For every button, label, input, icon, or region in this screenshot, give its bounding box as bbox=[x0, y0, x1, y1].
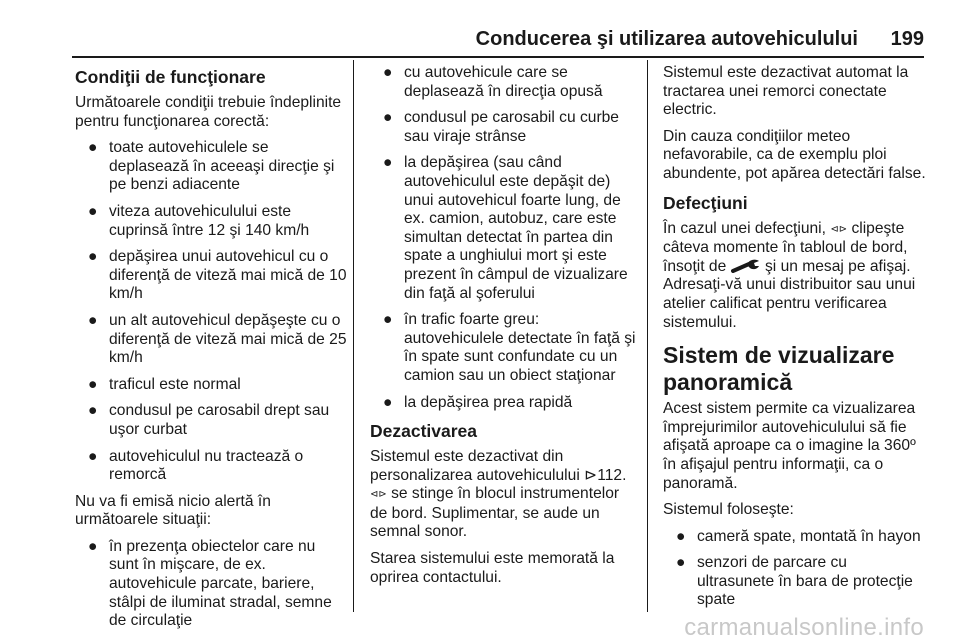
page-reference-arrow-icon: ⊳ bbox=[584, 466, 598, 484]
bullet-icon: ● bbox=[383, 109, 393, 127]
list-item: ● în trafic foarte greu: autovehiculele detectate în faţă şi în spate sunt confundate cu un camion sau un obiect staţionar bbox=[383, 311, 636, 384]
bullet-icon: ● bbox=[88, 537, 98, 555]
list-item: ● condusul pe carosabil drept sau uşor curbat bbox=[88, 402, 330, 438]
list-item: ● un alt autovehicul depăşeşte cu o diferenţă de viteză mai mică de 25 km/h bbox=[88, 311, 347, 367]
conditions-intro: Următoarele condiţii trebuie îndeplinite pentru funcţionarea corectă: bbox=[75, 94, 342, 130]
section-heading-faults: Defecţiuni bbox=[663, 192, 748, 213]
wrench-icon bbox=[731, 259, 761, 273]
page-header bbox=[72, 28, 924, 54]
list-item: ● depăşirea unui autovehicul cu o diferenţă de viteză mai mică de 10 km/h bbox=[88, 248, 347, 303]
bullet-icon: ● bbox=[383, 154, 393, 172]
list-item: ● la depăşirea (sau când autovehiculul este depăşit de) unui autovehicul foarte lung, de ex. camion, autobuz, care este simultan detectat în partea din spate a unghiului mort şi este prezent în câmpul de vizualizare din faţă al şoferului bbox=[383, 154, 628, 302]
bullet-icon: ● bbox=[88, 447, 98, 465]
section-heading-conditions: Condiţii de funcţionare bbox=[75, 67, 266, 87]
section-heading-panoramic: Sistem de vizualizare panoramică bbox=[663, 342, 895, 396]
no-alert-intro: Nu va fi emisă nicio alertă în următoarele situaţii: bbox=[75, 492, 271, 529]
conditions-list bbox=[75, 139, 347, 485]
header-rule bbox=[72, 56, 924, 58]
weather-text: Din cauza condiţiilor meteo nefavorabile, ca de exemplu ploi abundente, pot apărea detectări false. bbox=[663, 127, 926, 182]
watermark: carmanualsonline.info bbox=[684, 614, 924, 641]
deactivation-text: Sistemul este dezactivat din personalizarea autovehiculului ⊳112. ⊲⊳ se stinge în blocul instrumentelor de bord. Suplimentar, se aude un semnal sonor. bbox=[370, 448, 627, 541]
list-item: ● toate autovehiculele se deplasează în aceeaşi direcţie şi pe benzi adiacente bbox=[88, 139, 335, 194]
list-item: ● condusul pe carosabil cu curbe sau viraje strânse bbox=[383, 109, 619, 145]
list-item: ● în prezenţa obiectelor care nu sunt în mişcare, de ex. autovehicule parcate, bariere, stâlpi de iluminat stradal, semne de circulaţie bbox=[88, 537, 332, 630]
bullet-icon: ● bbox=[383, 311, 393, 329]
list-item: ● cu autovehicule care se deplasează în direcţia opusă bbox=[383, 64, 603, 100]
bullet-icon: ● bbox=[88, 375, 98, 393]
column-separator bbox=[353, 60, 354, 612]
bullet-icon: ● bbox=[88, 139, 98, 157]
uses-list bbox=[663, 528, 928, 610]
trailer-text: Sistemul este dezactivat automat la tractarea unei remorci conectate electric. bbox=[663, 64, 909, 119]
bullet-icon: ● bbox=[88, 402, 98, 420]
bullet-icon: ● bbox=[88, 248, 98, 266]
blind-spot-warning-icon: ⊲⊳ bbox=[830, 223, 848, 235]
bullet-icon: ● bbox=[676, 554, 686, 572]
bullet-icon: ● bbox=[88, 311, 98, 329]
list-item: ● cameră spate, montată în hayon bbox=[676, 527, 921, 545]
no-alert-list-continued bbox=[370, 64, 638, 412]
bullet-icon: ● bbox=[88, 202, 98, 220]
list-item: ● senzori de parcare cu ultrasunete în bara de protecţie spate bbox=[676, 554, 913, 609]
uses-intro: Sistemul foloseşte: bbox=[663, 501, 794, 519]
bullet-icon: ● bbox=[383, 393, 393, 411]
memory-text: Starea sistemului este memorată la oprirea contactului. bbox=[370, 550, 615, 586]
column-3 bbox=[663, 64, 928, 618]
page-reference-link[interactable]: 112. bbox=[597, 466, 627, 484]
header-title: Conducerea şi utilizarea autovehiculului bbox=[475, 28, 858, 50]
bullet-icon: ● bbox=[676, 527, 686, 545]
column-2 bbox=[370, 64, 638, 595]
list-item: ● autovehiculul nu tractează o remorcă bbox=[88, 447, 304, 484]
bullet-icon: ● bbox=[383, 64, 393, 81]
blind-spot-warning-icon: ⊲⊳ bbox=[370, 489, 387, 501]
faults-text: În cazul unei defecţiuni, ⊲⊳ clipeşte câteva momente în tabloul de bord, însoţit de şi un mesaj pe afişaj. Adresaţi-vă unui distribuitor sau unui atelier calificat pentru verificarea sistemului. bbox=[663, 219, 916, 331]
page-number: 199 bbox=[890, 28, 924, 50]
column-1 bbox=[75, 64, 347, 639]
list-item: ● traficul este normal bbox=[88, 375, 241, 393]
column-separator bbox=[647, 60, 648, 612]
no-alert-list bbox=[75, 538, 347, 631]
panoramic-intro: Acest sistem permite ca vizualizarea împrejurimilor autovehiculului să fie afişată aproape ca o imagine la 360º în afişajul pentru informaţii, ca o panoramă. bbox=[663, 400, 916, 492]
list-item: ● la depăşirea prea rapidă bbox=[383, 393, 573, 411]
section-heading-deactivation: Dezactivarea bbox=[370, 421, 478, 442]
list-item: ● viteza autovehiculului este cuprinsă între 12 şi 140 km/h bbox=[88, 202, 310, 239]
